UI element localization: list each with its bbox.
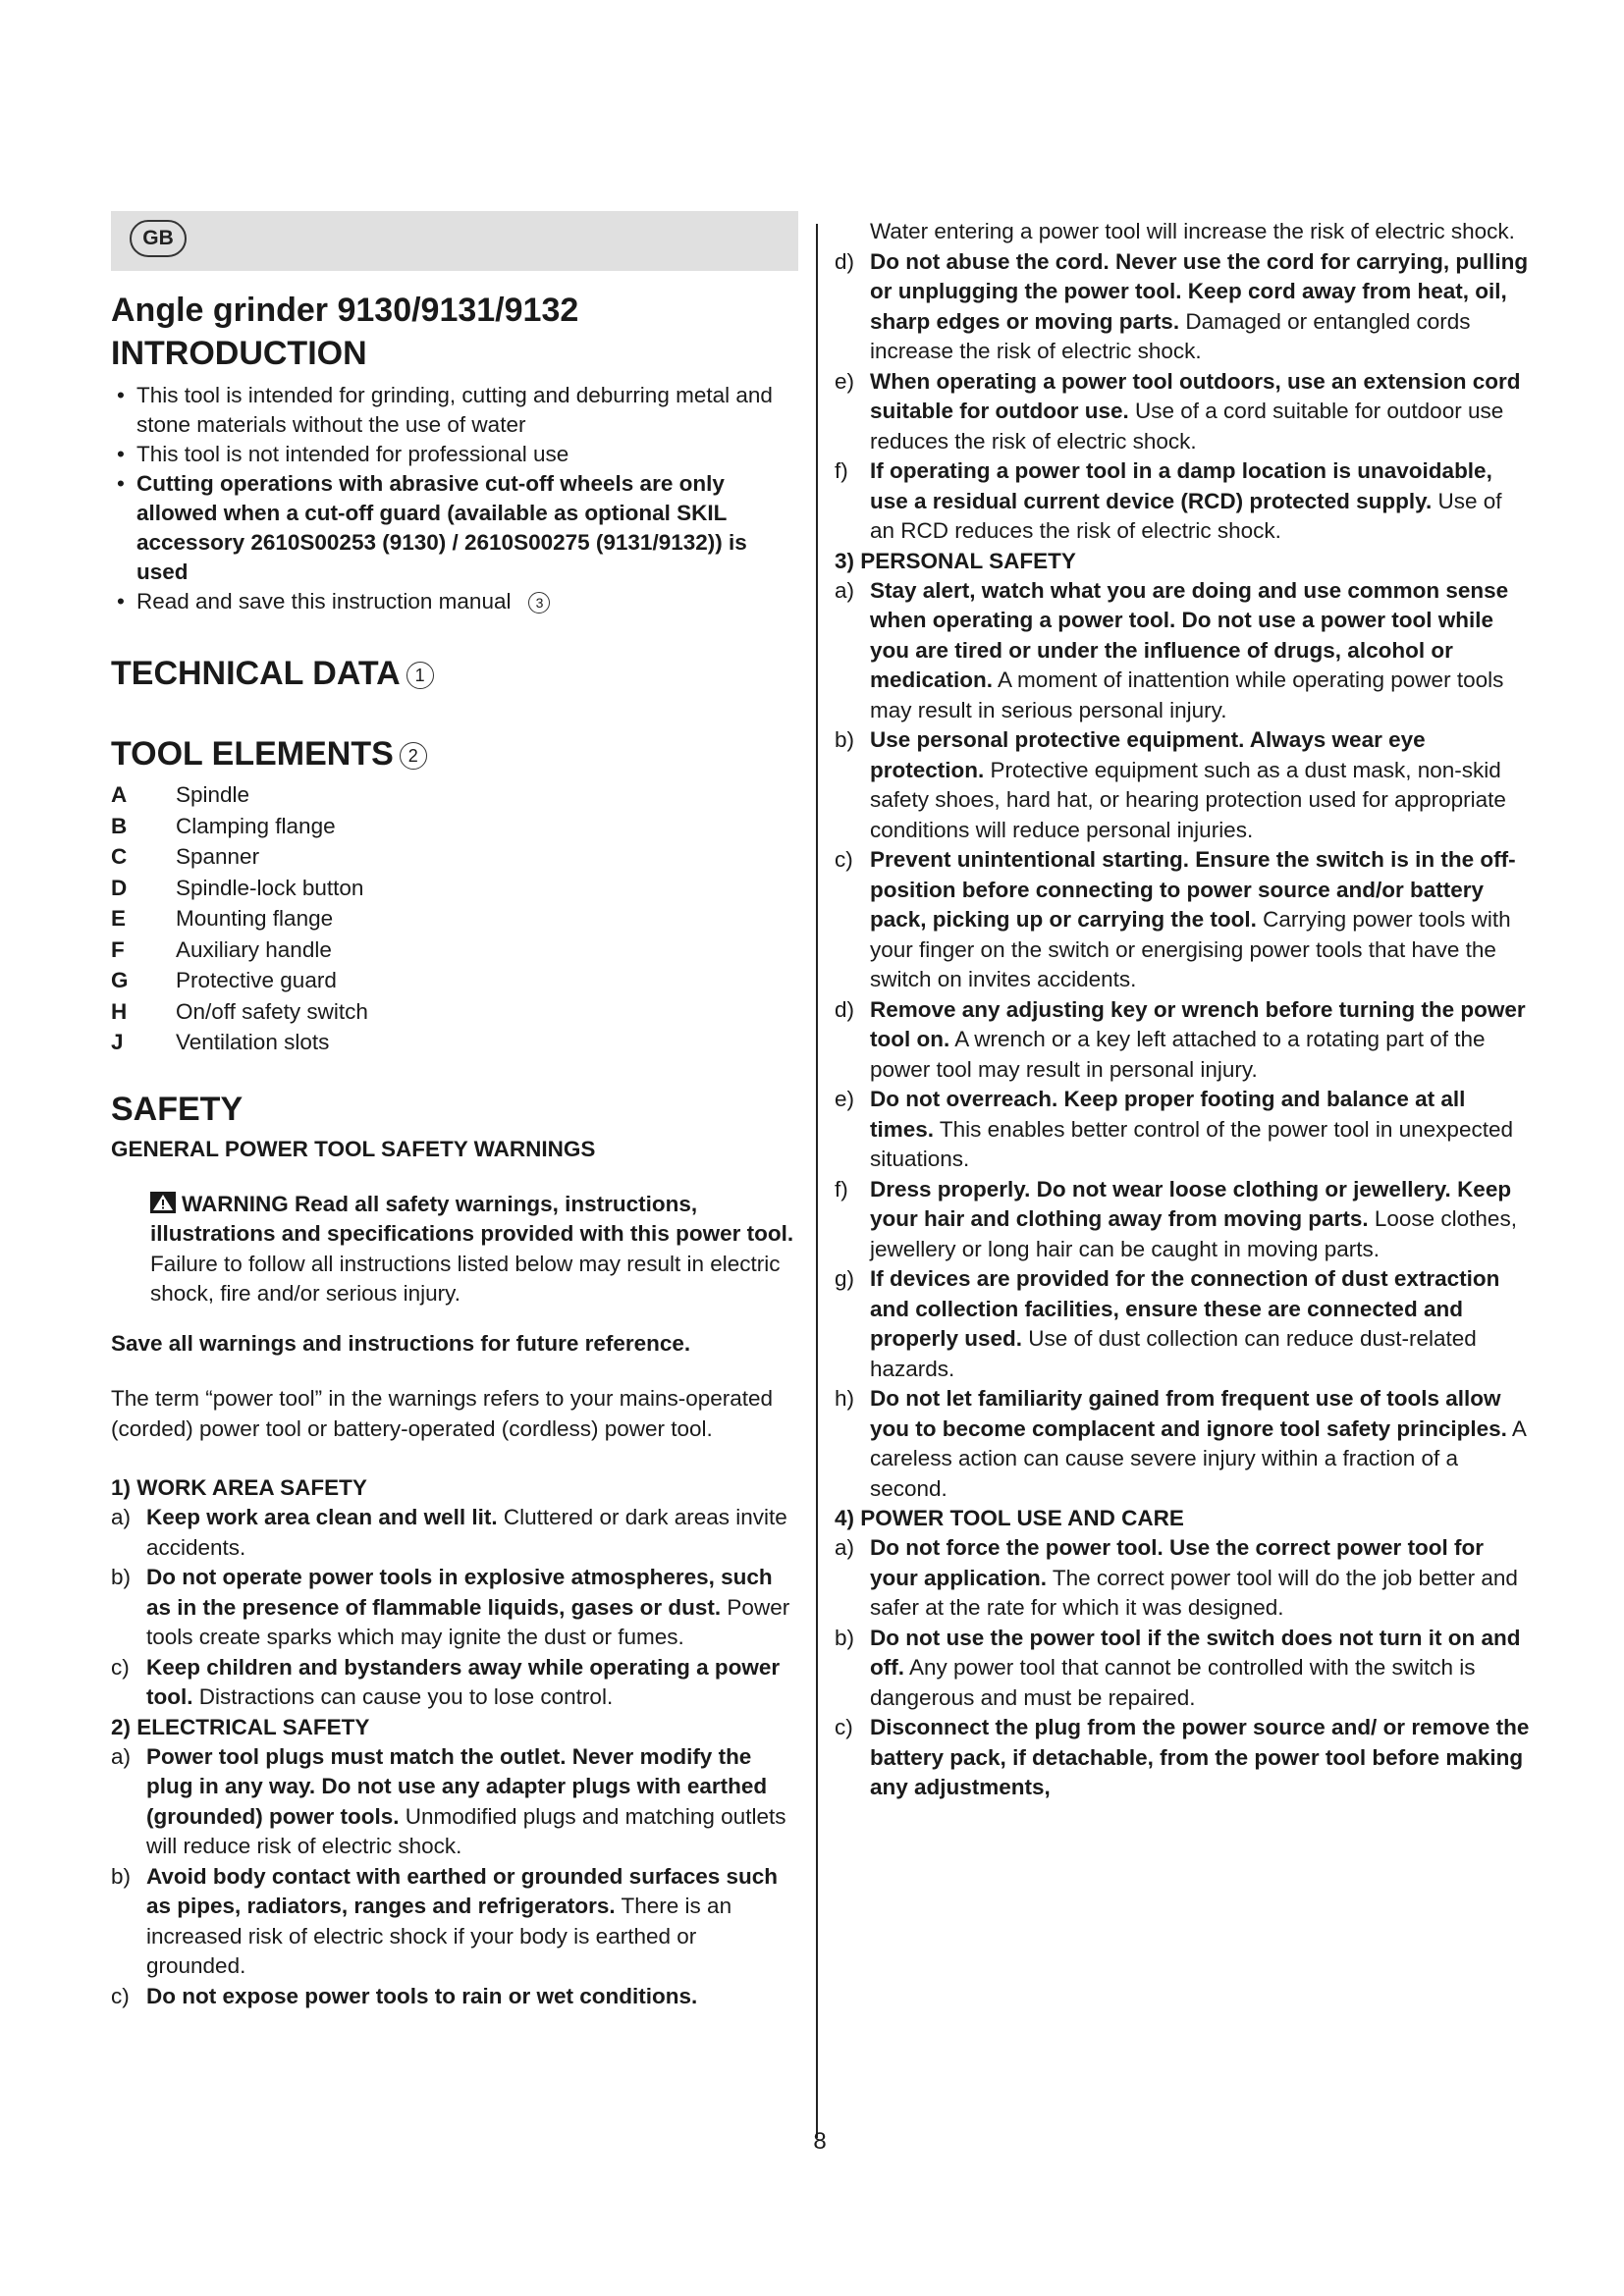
tool-element-row [111,965,798,996]
safety-item [835,576,1532,726]
safety-item-bold: Do not use the power tool if the switch does not turn it on and off. [870,1625,1521,1680]
safety-item-rest: Power tools create sparks which may ignite the dust or fumes. [146,1594,790,1649]
safety-item [835,1085,1532,1175]
tool-element-row [111,996,798,1028]
safety-item-bold: Power tool plugs must match the outlet. Never modify the plug in any way. Do not use any adapter plugs with earthed (grounded) power tools. [146,1743,768,1829]
safety-item [835,1713,1532,1803]
safety-item-text [870,1264,1532,1384]
safety-item-label: c) [111,1983,130,2008]
safety-item-bold: Prevent unintentional starting. Ensure the switch is in the off-position before connecting to power source and/or battery pack, picking up or carrying the tool. [870,847,1516,932]
safety-item-bold: Stay alert, watch what you are doing and use common sense when operating a power tool. Do not use a power tool while you are tired or under the influence of drugs, alcohol or medication. [870,577,1509,692]
safety-item [835,1264,1532,1384]
safety-item-rest: A moment of inattention while operating power tools may result in serious personal injury. [870,667,1504,722]
safety-item-text [870,247,1532,367]
safety-item-label: b) [111,1863,132,1889]
work-area-list [111,1503,798,1713]
safety-item-text [870,725,1532,845]
safety-item-label: a) [835,577,855,603]
safety-item-rest: There is an increased risk of electric shock if your body is earthed or grounded. [146,1894,732,1978]
column-divider [816,224,818,2138]
tool-element-label: Spindle [176,782,250,807]
safety-item-bold: If operating a power tool in a damp location is unavoidable, use a residual current device (RCD) protected supply. [870,458,1492,513]
safety-item-label: c) [835,1715,853,1739]
warning-bold-text: WARNING Read all safety warnings, instructions, illustrations and specifications provided with this power tool. [150,1191,794,1246]
intro-bullet-text: Read and save this instruction manual [136,589,512,614]
safety-item-rest: A careless action can cause severe injury within a fraction of a second. [870,1415,1526,1501]
safety-item [111,1563,798,1653]
tool-element-key: H [111,998,128,1024]
intro-bullet [111,440,798,469]
safety-item [835,725,1532,845]
safety-item-rest: Carrying power tools with your finger on the switch or energising power tools that have the switch on invites accidents. [870,907,1511,991]
safety-item [835,995,1532,1086]
right-column [835,217,1532,1803]
safety-subheading: GENERAL POWER TOOL SAFETY WARNINGS [111,1136,596,1161]
tool-element-label: Auxiliary handle [176,936,332,962]
safety-item [111,1653,798,1713]
safety-item-rest: Loose clothes, jewellery or long hair can be caught in moving parts. [870,1206,1517,1261]
safety-item-rest: Protective equipment such as a dust mask, non-skid safety shoes, hard hat, or hearing protection used for appropriate conditions will reduce personal injuries. [870,757,1506,842]
safety-item-text [146,1653,798,1713]
safety-item-rest: Use of dust collection can reduce dust-related hazards. [870,1326,1477,1381]
safety-item [835,367,1532,457]
safety-item-bold: Disconnect the plug from the power source and/ or remove the battery pack, if detachable, from the power tool before making any adjustments, [870,1715,1530,1799]
tool-element-label: Spanner [176,844,260,869]
safety-item [835,845,1532,995]
safety-item-text [870,576,1532,726]
safety-item [835,1624,1532,1714]
document-title: Angle grinder 9130/9131/9132 [111,292,579,329]
safety-item-text [870,1175,1532,1265]
intro-bullet [111,469,798,587]
work-area-heading: 1) WORK AREA SAFETY [111,1475,367,1500]
safety-item-label: a) [835,1535,855,1560]
safety-item [835,247,1532,367]
tool-element-label: Spindle-lock button [176,875,364,900]
safety-item-label: e) [835,368,855,394]
safety-item-label: d) [835,996,855,1022]
safety-item [111,1862,798,1982]
left-column [111,211,798,2011]
safety-item [111,1503,798,1563]
language-badge: GB [130,220,187,257]
safety-item-label: d) [835,248,855,274]
safety-item-rest: The correct power tool will do the job better and safer at the rate for which it was designed. [870,1565,1518,1620]
safety-item [835,1384,1532,1504]
safety-item-label: b) [835,727,855,752]
safety-item-rest: Damaged or entangled cords increase the risk of electric shock. [870,308,1471,363]
figure-ref-3: 3 [528,592,550,614]
safety-item-rest: Use of a cord suitable for outdoor use reduces the risk of electric shock. [870,399,1504,454]
safety-item-bold: Keep children and bystanders away while operating a power tool. [146,1654,781,1709]
tool-element-key: C [111,844,128,869]
safety-item-bold: If devices are provided for the connection of dust extraction and collection facilities, ensure these are connected and properly used. [870,1266,1500,1351]
figure-ref-1: 1 [406,662,434,689]
tool-element-key: D [111,875,128,900]
technical-data-heading [111,652,798,695]
safety-item-bold: Do not force the power tool. Use the correct power tool for your application. [870,1535,1485,1590]
intro-bullet [111,381,798,440]
tool-element-label: Clamping flange [176,813,336,838]
safety-item-label: a) [111,1743,132,1769]
safety-item-rest: Use of an RCD reduces the risk of electric shock. [870,488,1502,543]
safety-item-text [870,995,1532,1086]
safety-item-bold: Do not overreach. Keep proper footing and balance at all times. [870,1087,1466,1142]
safety-item-label: b) [835,1625,855,1650]
tool-elements-label: TOOL ELEMENTS [111,735,394,773]
safety-item-text [870,1624,1532,1714]
safety-item-bold: Remove any adjusting key or wrench before turning the power tool on. [870,996,1526,1051]
tool-element-key: A [111,782,128,807]
tool-element-row [111,934,798,966]
tool-element-row [111,811,798,842]
warning-rest-text: Failure to follow all instructions listed below may result in electric shock, fire and/or serious injury. [150,1251,781,1306]
intro-bullet-text: This tool is not intended for professional use [136,442,569,466]
technical-data-label: TECHNICAL DATA [111,655,401,692]
safety-item-rest: Cluttered or dark areas invite accidents. [146,1505,787,1560]
tool-element-key: E [111,906,127,931]
safety-item-bold: Use personal protective equipment. Always wear eye protection. [870,727,1426,782]
safety-item-text [870,1713,1532,1803]
safety-item-label: c) [111,1654,130,1680]
electrical-list-left [111,1742,798,2012]
safety-item-bold: Do not expose power tools to rain or wet conditions. [146,1983,698,2008]
safety-item-label: c) [835,847,853,872]
safety-item [835,1175,1532,1265]
tool-element-label: Protective guard [176,968,337,992]
safety-item-text [870,1384,1532,1504]
safety-item-rest: Unmodified plugs and matching outlets will reduce risk of electric shock. [146,1803,786,1858]
language-band [111,211,798,271]
save-note: Save all warnings and instructions for future reference. [111,1330,691,1356]
safety-item-text [870,1085,1532,1175]
use-care-list [835,1533,1532,1803]
figure-ref-2: 2 [400,742,427,770]
safety-heading: SAFETY [111,1090,244,1128]
tool-element-row [111,873,798,904]
safety-item-text [870,1533,1532,1624]
electrical-list-right [835,247,1532,547]
safety-item [835,1533,1532,1624]
safety-item-bold: Avoid body contact with earthed or grounded surfaces such as pipes, radiators, ranges and refrigerators. [146,1863,779,1918]
tool-element-row [111,1027,798,1058]
safety-item-bold: Dress properly. Do not wear loose clothing or jewellery. Keep your hair and clothing away from moving parts. [870,1176,1512,1231]
safety-item [835,456,1532,547]
tool-element-label: Ventilation slots [176,1030,330,1054]
tool-element-row [111,779,798,811]
tool-element-key: G [111,968,129,992]
tool-element-label: On/off safety switch [176,998,368,1024]
personal-safety-list [835,576,1532,1505]
tool-elements-list [111,779,798,1058]
tool-elements-heading [111,732,798,775]
electrical-continued: Water entering a power tool will increase the risk of electric shock. [870,219,1515,243]
safety-item [111,1982,798,2012]
safety-item-bold: Do not abuse the cord. Never use the cord for carrying, pulling or unplugging the power tool. Keep cord away from heat, oil, sharp edges or moving parts. [870,248,1529,334]
safety-item-text [146,1982,798,2012]
safety-item-label: b) [111,1565,132,1589]
safety-item-bold: Keep work area clean and well lit. [146,1505,498,1529]
intro-bullet [111,587,798,616]
safety-item-text [870,367,1532,457]
safety-item-text [870,456,1532,547]
tool-element-key: F [111,936,125,962]
safety-item-text [146,1742,798,1862]
intro-bullet-text: This tool is intended for grinding, cutting and deburring metal and stone materials without the use of water [136,383,773,437]
use-care-heading: 4) POWER TOOL USE AND CARE [835,1506,1184,1530]
safety-item-text [146,1563,798,1653]
safety-item-bold: Do not let familiarity gained from frequent use of tools allow you to become complacent and ignore tool safety principles. [870,1386,1507,1441]
safety-item-label: h) [835,1386,855,1411]
safety-item [111,1742,798,1862]
safety-item-label: e) [835,1087,855,1111]
safety-item-rest: Any power tool that cannot be controlled with the switch is dangerous and must be repaired. [870,1655,1476,1710]
page-number: 8 [813,2128,827,2155]
tool-element-key: B [111,813,128,838]
safety-item-text [146,1862,798,1982]
tool-element-row [111,903,798,934]
safety-item-text [146,1503,798,1563]
tool-element-key: J [111,1030,124,1054]
safety-item-label: g) [835,1266,855,1291]
introduction-list [111,381,798,616]
safety-item-text [870,845,1532,995]
safety-item-bold: Do not operate power tools in explosive atmospheres, such as in the presence of flammable liquids, gases or dust. [146,1565,773,1620]
safety-item-label: f) [835,458,848,483]
introduction-heading: INTRODUCTION [111,335,367,372]
term-note: The term “power tool” in the warnings refers to your mains-operated (corded) power tool or battery-operated (cordless) power tool. [111,1386,774,1441]
intro-bullet-text: Cutting operations with abrasive cut-off wheels are only allowed when a cut-off guard (available as optional SKIL accessory 2610S00253 (9130) / 2610S00275 (9131/9132)) is used [136,471,747,584]
safety-item-label: f) [835,1176,848,1201]
warning-triangle-icon [150,1192,176,1213]
safety-item-rest: This enables better control of the power tool in unexpected situations. [870,1116,1513,1171]
personal-safety-heading: 3) PERSONAL SAFETY [835,548,1076,573]
tool-element-row [111,841,798,873]
safety-item-bold: When operating a power tool outdoors, use an extension cord suitable for outdoor use. [870,368,1521,423]
safety-item-rest: Distractions can cause you to lose control. [192,1684,614,1709]
safety-item-rest: A wrench or a key left attached to a rotating part of the power tool may result in personal injury. [870,1027,1486,1082]
tool-element-label: Mounting flange [176,906,334,931]
electrical-heading: 2) ELECTRICAL SAFETY [111,1714,370,1739]
warning-paragraph [111,1190,798,1309]
safety-item-label: a) [111,1505,132,1529]
